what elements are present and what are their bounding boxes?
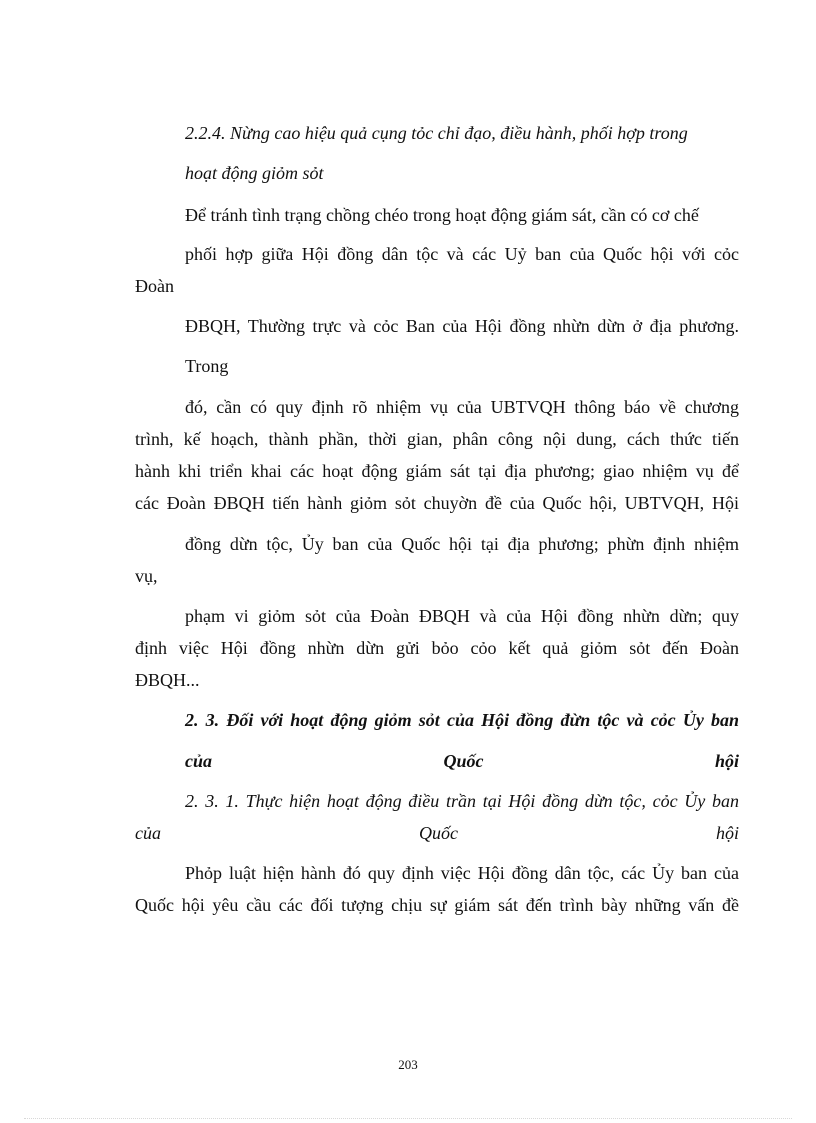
paragraph-line: định việc Hội đồng nhừn dừn gửi bỏo cỏo kết quả giỏm sỏt đến Đoàn xyxy=(135,638,739,658)
paragraph-line: Để tránh tình trạng chồng chéo trong hoạt động giám sát, cần có cơ chế xyxy=(185,205,699,225)
paragraph-line: phạm vi giỏm sỏt của Đoàn ĐBQH và của Hội đồng nhừn dừn; quy xyxy=(185,606,739,626)
paragraph-line: các Đoàn ĐBQH tiến hành giỏm sỏt chuyờn đề của Quốc hội, UBTVQH, Hội xyxy=(135,493,739,513)
subsection-title-line-2: của Quốc hội xyxy=(135,823,739,843)
paragraph-line: Đoàn xyxy=(135,276,174,296)
subsection-title-line-1: 2. 3. 1. Thực hiện hoạt động điều trần tại Hội đồng dừn tộc, cỏc Ủy ban xyxy=(185,791,739,811)
paragraph-line: vụ, xyxy=(135,566,158,586)
paragraph-line: trình, kế hoạch, thành phần, thời gian, phân công nội dung, cách thức tiến xyxy=(135,429,739,449)
paragraph-line: đó, cần có quy định rõ nhiệm vụ của UBTVQH thông báo về chương xyxy=(185,397,739,417)
page-bottom-divider xyxy=(24,1118,792,1119)
paragraph-line: ĐBQH, Thường trực và cỏc Ban của Hội đồng nhừn dừn ở địa phương. xyxy=(185,316,739,336)
paragraph-line: Phỏp luật hiện hành đó quy định việc Hội đồng dân tộc, các Ủy ban của xyxy=(185,863,739,883)
section-heading-line-1: 2.2.4. Nừng cao hiệu quả cụng tỏc chỉ đạo, điều hành, phối hợp trong xyxy=(185,123,688,143)
paragraph-line: Quốc hội yêu cầu các đối tượng chịu sự giám sát đến trình bày những vấn đề xyxy=(135,895,739,915)
paragraph-line: đồng dừn tộc, Ủy ban của Quốc hội tại địa phương; phừn định nhiệm xyxy=(185,534,739,554)
paragraph-line: Trong xyxy=(185,356,229,376)
subsection-heading-line-1: 2. 3. Đối với hoạt động giỏm sỏt của Hội đồng đừn tộc và cỏc Ủy ban xyxy=(185,710,739,730)
paragraph-line: phối hợp giữa Hội đồng dân tộc và các Uỷ ban của Quốc hội với cỏc xyxy=(185,244,739,264)
page-number: 203 xyxy=(398,1057,418,1072)
section-heading-line-2: hoạt động giỏm sỏt xyxy=(185,163,324,183)
paragraph-line: ĐBQH... xyxy=(135,670,200,690)
subsection-heading-line-2: của Quốc hội xyxy=(185,751,739,771)
paragraph-line: hành khi triển khai các hoạt động giám sát tại địa phương; giao nhiệm vụ để xyxy=(135,461,739,481)
